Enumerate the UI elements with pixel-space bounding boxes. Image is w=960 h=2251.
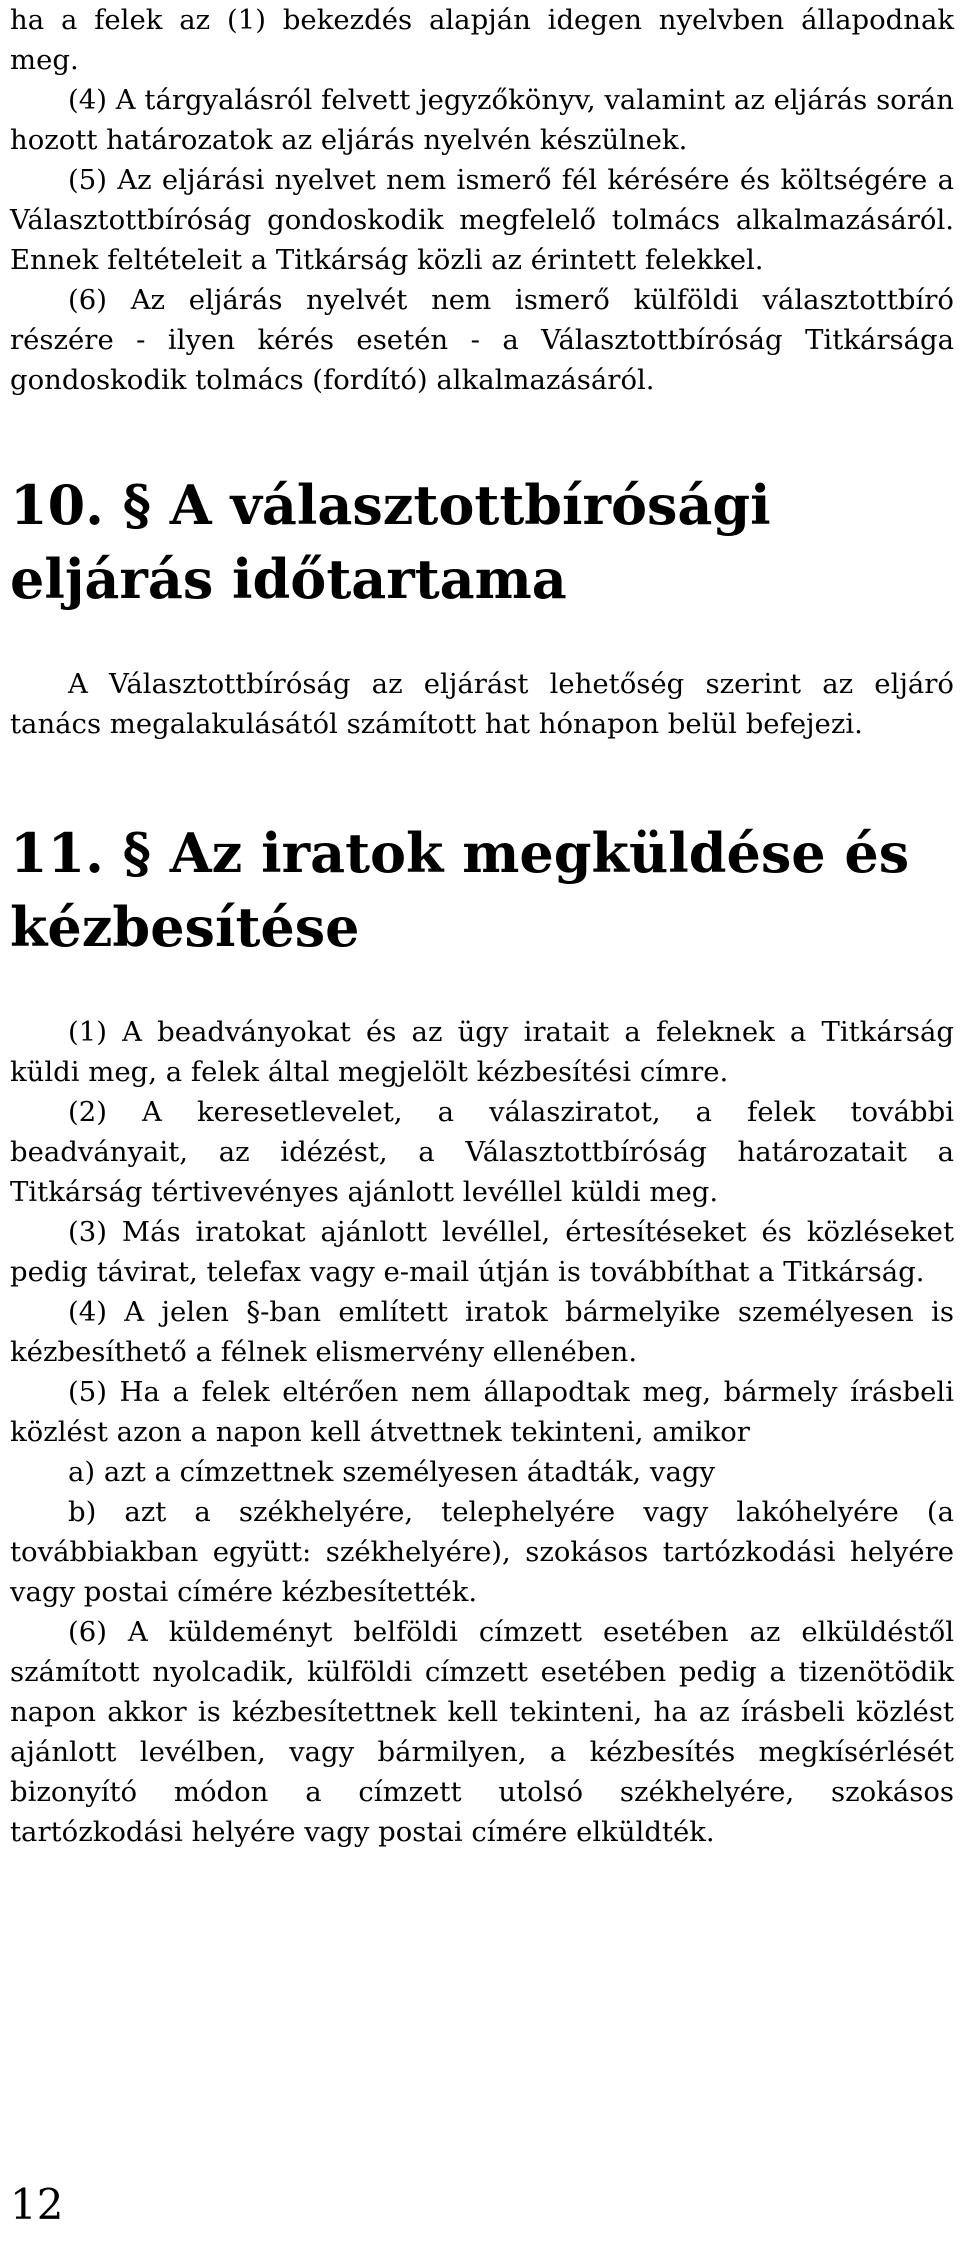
intro-paragraph-6: (6) Az eljárás nyelvét nem ismerő külföldi választottbíró részére - ilyen kérés esetén - a Választottbíróság Titkársága gondoskodik tolmács (fordító) alkalmazásáról. (10, 284, 954, 396)
section-11-paragraph-4: (4) A jelen §-ban említett iratok bármelyike személyesen is kézbesíthető a félnek elismervény ellenében. (10, 1296, 954, 1368)
intro-paragraph-5: (5) Az eljárási nyelvet nem ismerő fél kérésére és költségére a Választottbíróság gondoskodik megfelelő tolmács alkalmazásáról. Ennek feltételeit a Titkárság közli az érintett felekkel. (10, 164, 954, 276)
section-11-paragraph-6: (6) A küldeményt belföldi címzett esetében az elküldéstől számított nyolcadik, külföldi címzett esetében pedig a tizenötödik napon akkor is kézbesítettnek kell tekinteni, ha az írásbeli közlést ajánlott levélben, vagy bármilyen, a kézbesítés megkísérlését bizonyító módon a címzett utolsó székhelyére, szokásos tartózkodási helyére vagy postai címére elküldték. (10, 1616, 954, 1848)
page-number: 12 (10, 2180, 64, 2229)
section-11-paragraph-5: (5) Ha a felek eltérően nem állapodtak meg, bármely írásbeli közlést azon a napon kell átvettnek tekinteni, amikor (10, 1376, 954, 1448)
intro-paragraph-continuation: ha a felek az (1) bekezdés alapján idegen nyelvben állapodnak meg. (10, 4, 954, 76)
section-11-paragraph-2: (2) A keresetlevelet, a válasziratot, a felek további beadványait, az idézést, a Választottbíróság határozatait a Titkárság tértivevényes ajánlott levéllel küldi meg. (10, 1096, 954, 1208)
section-11-heading: 11. § Az iratok megküldése és kézbesítése (10, 821, 910, 959)
section-11-item-a: a) azt a címzettnek személyesen átadták, vagy (68, 1456, 715, 1488)
section-11-item-b: b) azt a székhelyére, telephelyére vagy lakóhelyére (a továbbiakban együtt: székhelyére), szokásos tartózkodási helyére vagy postai címére kézbesítették. (10, 1496, 954, 1608)
intro-paragraph-4: (4) A tárgyalásról felvett jegyzőkönyv, valamint az eljárás során hozott határozatok az eljárás nyelvén készülnek. (10, 84, 954, 156)
section-10-heading: 10. § A választottbírósági eljárás időtartama (10, 473, 771, 611)
section-11-paragraph-1: (1) A beadványokat és az ügy iratait a feleknek a Titkárság küldi meg, a felek által megjelölt kézbesítési címre. (10, 1016, 954, 1088)
document-page (10, 0, 954, 1852)
section-10-body: A Választottbíróság az eljárást lehetőség szerint az eljáró tanács megalakulásától számított hat hónapon belül befejezi. (10, 668, 954, 740)
section-11-paragraph-3: (3) Más iratokat ajánlott levéllel, értesítéseket és közléseket pedig távirat, telefax vagy e-mail útján is továbbíthat a Titkárság. (10, 1216, 954, 1288)
